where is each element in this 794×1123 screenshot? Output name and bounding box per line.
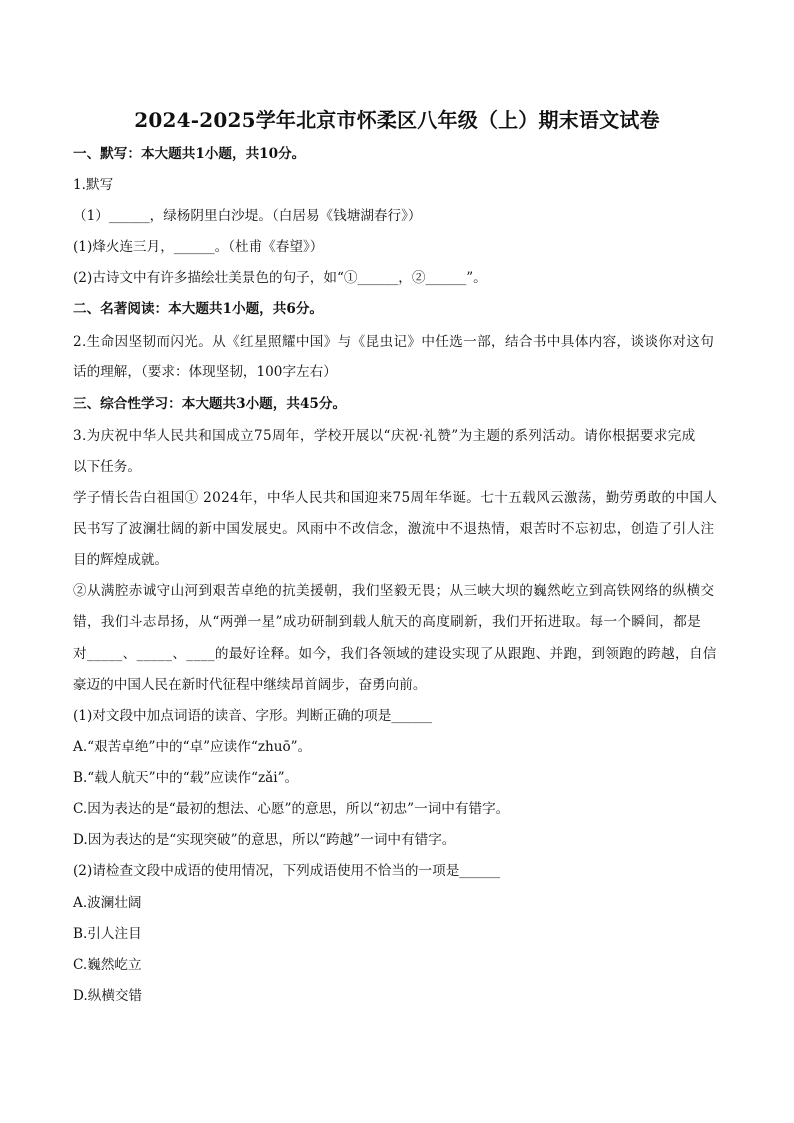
question-1-item-3: (2)古诗文中有许多描绘壮美景色的句子，如“①______，②______”。 [73,270,487,286]
passage-line-4: ②从满腔赤诚守山河到艰苦卓绝的抗美援朝，我们坚毅无畏；从三峡大坝的巍然屹立到高铁网络的纵横交 [73,583,715,599]
sub-question-2: (2)请检查文段中成语的使用情况，下列成语使用不恰当的一项是______ [73,863,501,879]
passage-line-5: 错，我们斗志昂扬，从“两弹一星”成功研制到载人航天的高度刷新，我们开拓进取。每一个瞬间，都是 [73,614,702,630]
option-2a: A.波澜壮阔 [73,895,142,911]
option-1a: A.“艰苦卓绝”中的“卓”应读作“zhuō”。 [73,739,312,755]
passage-line-7: 豪迈的中国人民在新时代征程中继续昂首阔步，奋勇向前。 [73,677,427,693]
question-1-label: 1.默写 [73,177,114,193]
section-heading-1: 一、默写：本大题共1小题，共10分。 [73,146,306,162]
option-2c: C.巍然屹立 [73,957,142,973]
section-heading-3: 三、综合性学习：本大题共3小题，共45分。 [73,396,347,412]
option-2b: B.引人注目 [73,926,142,942]
passage-line-2: 民书写了波澜壮阔的新中国发展史。风雨中不改信念，激流中不退热情，艰苦时不忘初忠，创造了引人注 [73,521,715,537]
question-2-text-cont: 话的理解，（要求：体现坚韧，100字左右） [73,364,337,380]
option-2d: D.纵横交错 [73,988,143,1004]
question-2-text: 2.生命因坚韧而闪光。从《红星照耀中国》与《昆虫记》中任选一部，结合书中具体内容，谈谈你对这句 [73,334,715,350]
passage-line-1: 学子情长告白祖国① 2024年，中华人民共和国迎来75周年华诞。七十五载风云激荡，勤劳勇敢的中国人 [73,490,718,506]
passage-line-6: 对_____、_____、____的最好诠释。如今，我们各领域的建设实现了从跟跑、并跑，到领跑的跨越，自信 [73,646,717,662]
sub-question-1: (1)对文段中加点词语的读音、字形。判断正确的项是______ [73,708,433,724]
section-heading-2: 二、名著阅读：本大题共1小题，共6分。 [73,301,324,317]
option-1c: C.因为表达的是“最初的想法、心愿”的意思，所以“初忠”一词中有错字。 [73,801,510,817]
question-1-item-1: （1）______，绿杨阴里白沙堤。（白居易《钱塘湖春行》） [73,208,422,224]
option-1d: D.因为表达的是“实现突破”的意思，所以“跨越”一词中有错字。 [73,832,456,848]
page-title: 2024-2025学年北京市怀柔区八年级（上）期末语文试卷 [134,108,660,132]
question-3-intro-cont: 以下任务。 [73,459,141,475]
passage-line-3: 目的辉煌成就。 [73,552,169,568]
option-1b: B.“载人航天”中的“载”应读作“zǎi”。 [73,770,299,786]
question-1-item-2: (1)烽火连三月，______。（杜甫《春望》） [73,239,324,255]
question-3-intro: 3.为庆祝中华人民共和国成立75周年，学校开展以“庆祝·礼赞”为主题的系列活动。请你根据要求完成 [73,428,696,444]
